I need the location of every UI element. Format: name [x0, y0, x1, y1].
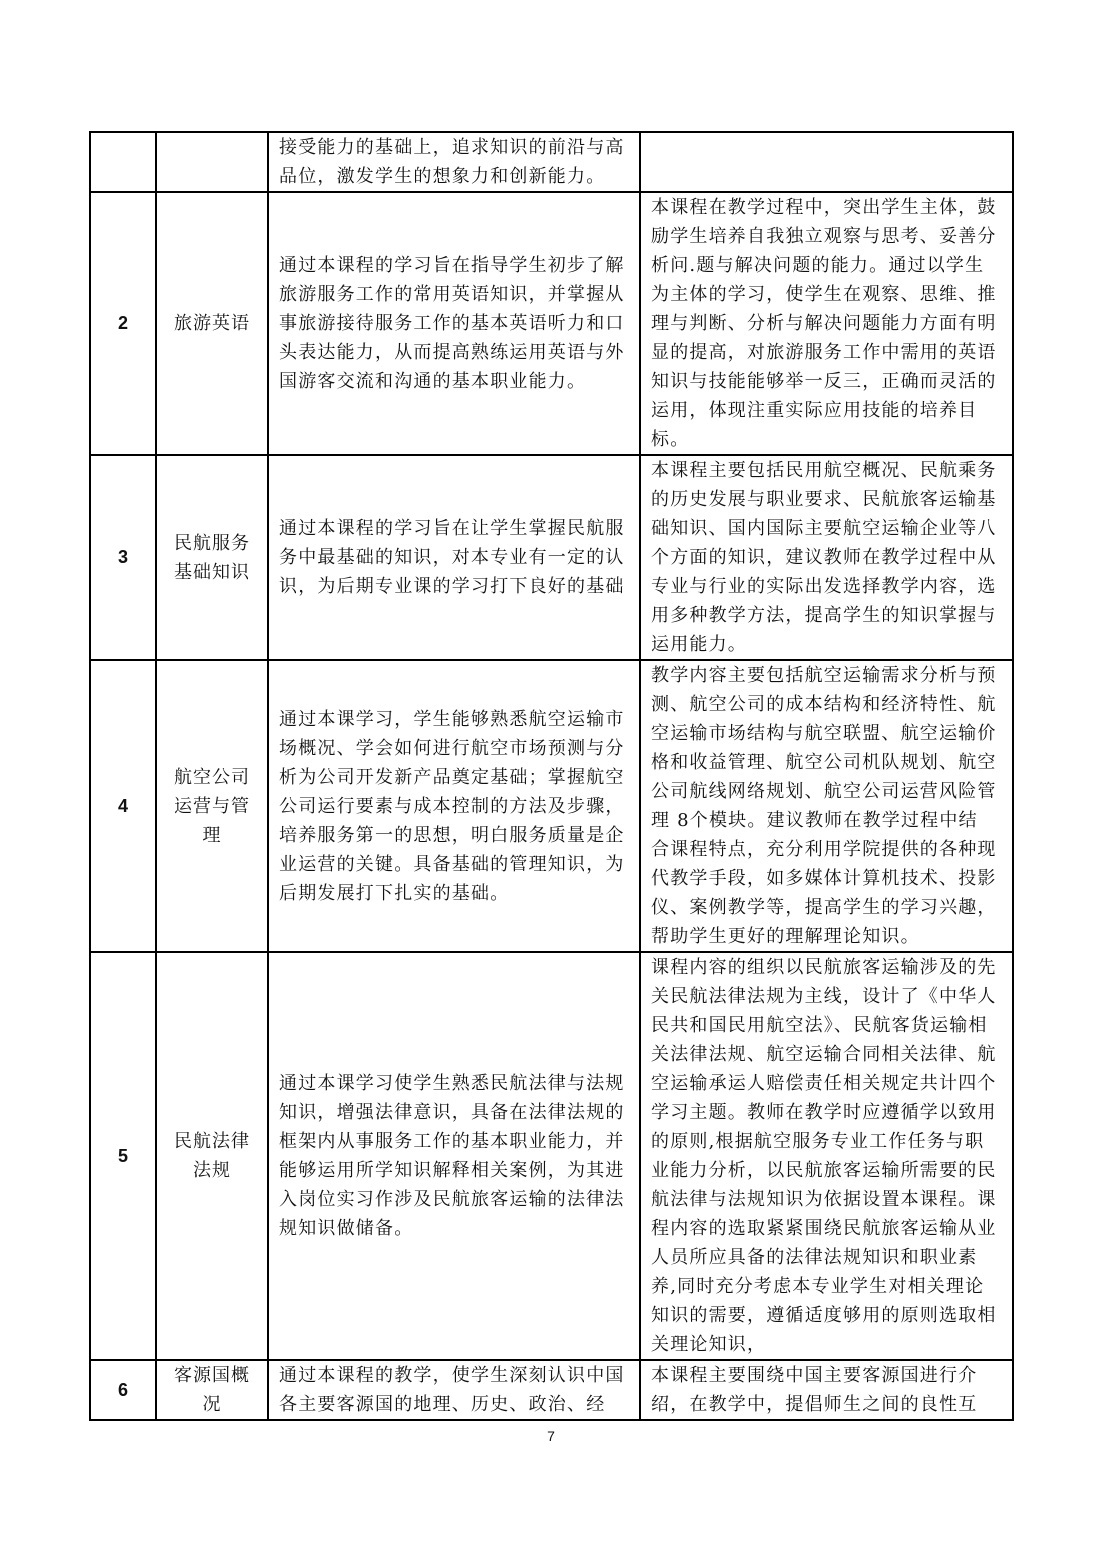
course-content-line: 础知识、国内国际主要航空运输企业等八: [651, 518, 997, 539]
course-content-line: 课程内容的组织以民航旅客运输涉及的先: [651, 957, 997, 978]
course-goal-line: 头表达能力，从而提高熟练运用英语与外: [279, 342, 625, 363]
course-content-line: 析问.题与解决问题的能力。通过以学生: [651, 255, 985, 276]
course-content-line: 教学内容主要包括航空运输需求分析与预: [651, 665, 997, 686]
row-number: 5: [117, 1145, 128, 1166]
course-goal-line: 事旅游接待服务工作的基本英语听力和口: [279, 313, 625, 334]
course-content-line: 合课程特点，充分利用学院提供的各种现: [651, 839, 997, 860]
course-content-cell: [640, 952, 1013, 1360]
course-content-line: 关理论知识，: [651, 1334, 767, 1355]
course-goal-line: 接受能力的基础上，追求知识的前沿与高: [279, 137, 625, 158]
course-content-line: 学习主题。教师在教学时应遵循学以致用: [651, 1102, 997, 1123]
course-goal-line: 规知识做储备。: [279, 1218, 414, 1239]
course-content-line: 为主体的学习，使学生在观察、思维、推: [651, 284, 997, 305]
course-goal-line: 框架内从事服务工作的基本职业能力，并: [279, 1131, 625, 1152]
course-content-line: 本课程主要围绕中国主要客源国进行介: [651, 1365, 978, 1386]
course-content-cell: [640, 455, 1013, 660]
course-goal-line: 培养服务第一的思想，明白服务质量是企: [279, 824, 625, 846]
course-content-line: 养,同时充分考虑本专业学生对相关理论: [651, 1276, 985, 1297]
course-name-cell: [156, 132, 268, 192]
table-row: [90, 192, 1013, 455]
course-table-body: [90, 132, 1013, 1420]
course-content-cell: [640, 132, 1013, 192]
course-name-line: 航空公司: [174, 766, 250, 788]
course-name-line: 法规: [193, 1160, 231, 1181]
course-goal-cell: [268, 455, 640, 660]
row-number-cell: [90, 192, 156, 455]
course-goal-line: 后期发展打下扎实的基础。: [279, 882, 510, 904]
course-goal-line: 通过本课学习使学生熟悉民航法律与法规: [279, 1073, 625, 1094]
course-content-line: 运用，体现注重实际应用技能的培养目: [651, 400, 978, 421]
course-name-cell: [156, 1360, 268, 1420]
course-goal-line: 通过本课程的教学，使学生深刻认识中国: [279, 1365, 625, 1386]
course-content-line: 的原则,根据航空服务专业工作任务与职: [651, 1131, 985, 1152]
course-content-line: 关民航法律法规为主线，设计了《中华人: [651, 986, 997, 1007]
course-content-line: 理与判断、分析与解决问题能力方面有明: [651, 313, 997, 334]
course-goal-line: 务中最基础的知识，对本专业有一定的认: [279, 547, 625, 568]
row-number-cell: [90, 952, 156, 1360]
course-name-cell: [156, 192, 268, 455]
course-name-cell: [156, 455, 268, 660]
course-goal-line: 通过本课程的学习旨在让学生掌握民航服: [279, 518, 625, 539]
course-name-line: 理: [202, 824, 222, 846]
course-name-cell: [156, 952, 268, 1360]
row-number: 4: [117, 795, 128, 816]
course-goal-line: 知识，增强法律意识，具备在法律法规的: [279, 1102, 625, 1123]
course-name-line: 运营与管: [174, 795, 250, 817]
course-content-line: 航法律与法规知识为依据设置本课程。课: [651, 1189, 997, 1210]
course-content-line: 代教学手段，如多媒体计算机技术、投影: [651, 868, 997, 889]
course-content-line: 民共和国民用航空法》、民航客货运输相: [651, 1015, 988, 1036]
course-goal-line: 通过本课程的学习旨在指导学生初步了解: [279, 255, 625, 276]
course-name-line: 民航服务: [174, 532, 250, 554]
table-row: [90, 952, 1013, 1360]
course-content-line: 关法律法规、航空运输合同相关法律、航: [651, 1044, 997, 1065]
course-content-cell: [640, 660, 1013, 952]
course-content-line: 知识的需要，遵循适度够用的原则选取相: [651, 1305, 997, 1326]
course-goal-line: 能够运用所学知识解释相关案例，为其进: [279, 1160, 625, 1181]
course-name-line: 客源国概: [174, 1365, 250, 1386]
course-content-line: 本课程主要包括民用航空概况、民航乘务: [651, 460, 997, 481]
course-content-line: 空运输市场结构与航空联盟、航空运输价: [651, 723, 997, 744]
course-content-line: 业能力分析，以民航旅客运输所需要的民: [651, 1160, 997, 1181]
course-goal-line: 各主要客源国的地理、历史、政治、经: [279, 1394, 606, 1415]
course-name-line: 旅游英语: [174, 313, 250, 334]
course-content-line: 程内容的选取紧紧围绕民航旅客运输从业: [651, 1218, 997, 1239]
course-content-line: 绍，在教学中，提倡师生之间的良性互: [651, 1394, 978, 1415]
course-content-line: 测、航空公司的成本结构和经济特性、航: [651, 694, 997, 715]
course-goal-line: 旅游服务工作的常用英语知识，并掌握从: [279, 284, 625, 305]
course-goal-cell: [268, 660, 640, 952]
course-content-line: 专业与行业的实际出发选择教学内容，选: [651, 576, 997, 597]
course-goal-line: 国游客交流和沟通的基本职业能力。: [279, 371, 587, 392]
course-goal-line: 业运营的关键。具备基础的管理知识，为: [279, 853, 625, 875]
course-content-line: 标。: [651, 429, 690, 450]
course-name-line: 况: [202, 1394, 222, 1415]
course-goal-cell: [268, 952, 640, 1360]
course-table: [89, 131, 1014, 1421]
course-content-line: 的历史发展与职业要求、民航旅客运输基: [651, 489, 997, 510]
course-content-line: 励学生培养自我独立观察与思考、妥善分: [651, 226, 997, 247]
row-number: 3: [117, 547, 128, 567]
table-row: [90, 660, 1013, 952]
course-content-line: 空运输承运人赔偿责任相关规定共计四个: [651, 1073, 997, 1094]
course-goal-line: 品位，激发学生的想象力和创新能力。: [279, 166, 606, 187]
course-content-line: 运用能力。: [651, 634, 747, 655]
course-content-line: 本课程在教学过程中，突出学生主体，鼓: [651, 197, 997, 218]
row-number: 2: [117, 313, 128, 333]
row-number-cell: [90, 455, 156, 660]
table-row: [90, 132, 1013, 192]
course-content-cell: [640, 192, 1013, 455]
course-content-line: 个方面的知识，建议教师在教学过程中从: [651, 547, 997, 568]
course-name-cell: [156, 660, 268, 952]
row-number-cell: [90, 660, 156, 952]
course-goal-line: 通过本课学习，学生能够熟悉航空运输市: [279, 708, 625, 730]
course-name-line: 民航法律: [174, 1131, 250, 1152]
course-goal-line: 入岗位实习作涉及民航旅客运输的法律法: [279, 1189, 625, 1210]
table-row: [90, 455, 1013, 660]
course-content-cell: [640, 1360, 1013, 1420]
course-goal-cell: [268, 1360, 640, 1420]
course-goal-cell: [268, 192, 640, 455]
course-content-line: 用多种教学方法，提高学生的知识掌握与: [651, 605, 997, 626]
row-number-cell: [90, 132, 156, 192]
course-content-line: 显的提高，对旅游服务工作中需用的英语: [651, 342, 997, 363]
course-content-line: 格和收益管理、航空公司机队规划、航空: [651, 752, 997, 773]
course-goal-line: 析为公司开发新产品奠定基础；掌握航空: [279, 766, 625, 788]
course-content-line: 公司航线网络规划、航空公司运营风险管: [651, 781, 997, 802]
row-number-cell: [90, 1360, 156, 1420]
course-goal-line: 公司运行要素与成本控制的方法及步骤，: [279, 795, 625, 817]
course-goal-line: 场概况、学会如何进行航空市场预测与分: [279, 737, 625, 759]
page-number: 7: [547, 1428, 555, 1444]
course-content-line: 理 8个模块。建议教师在教学过程中结: [651, 810, 978, 831]
course-goal-line: 识，为后期专业课的学习打下良好的基础: [279, 576, 625, 597]
course-content-line: 仪、案例教学等，提高学生的学习兴趣，: [651, 897, 997, 918]
table-row: [90, 1360, 1013, 1420]
row-number: 6: [117, 1379, 128, 1400]
course-content-line: 帮助学生更好的理解理论知识。: [651, 926, 920, 947]
course-content-line: 人员所应具备的法律法规知识和职业素: [651, 1247, 978, 1268]
course-content-line: 知识与技能能够举一反三，正确而灵活的: [651, 371, 997, 392]
course-goal-cell: [268, 132, 640, 192]
course-name-line: 基础知识: [174, 561, 250, 583]
